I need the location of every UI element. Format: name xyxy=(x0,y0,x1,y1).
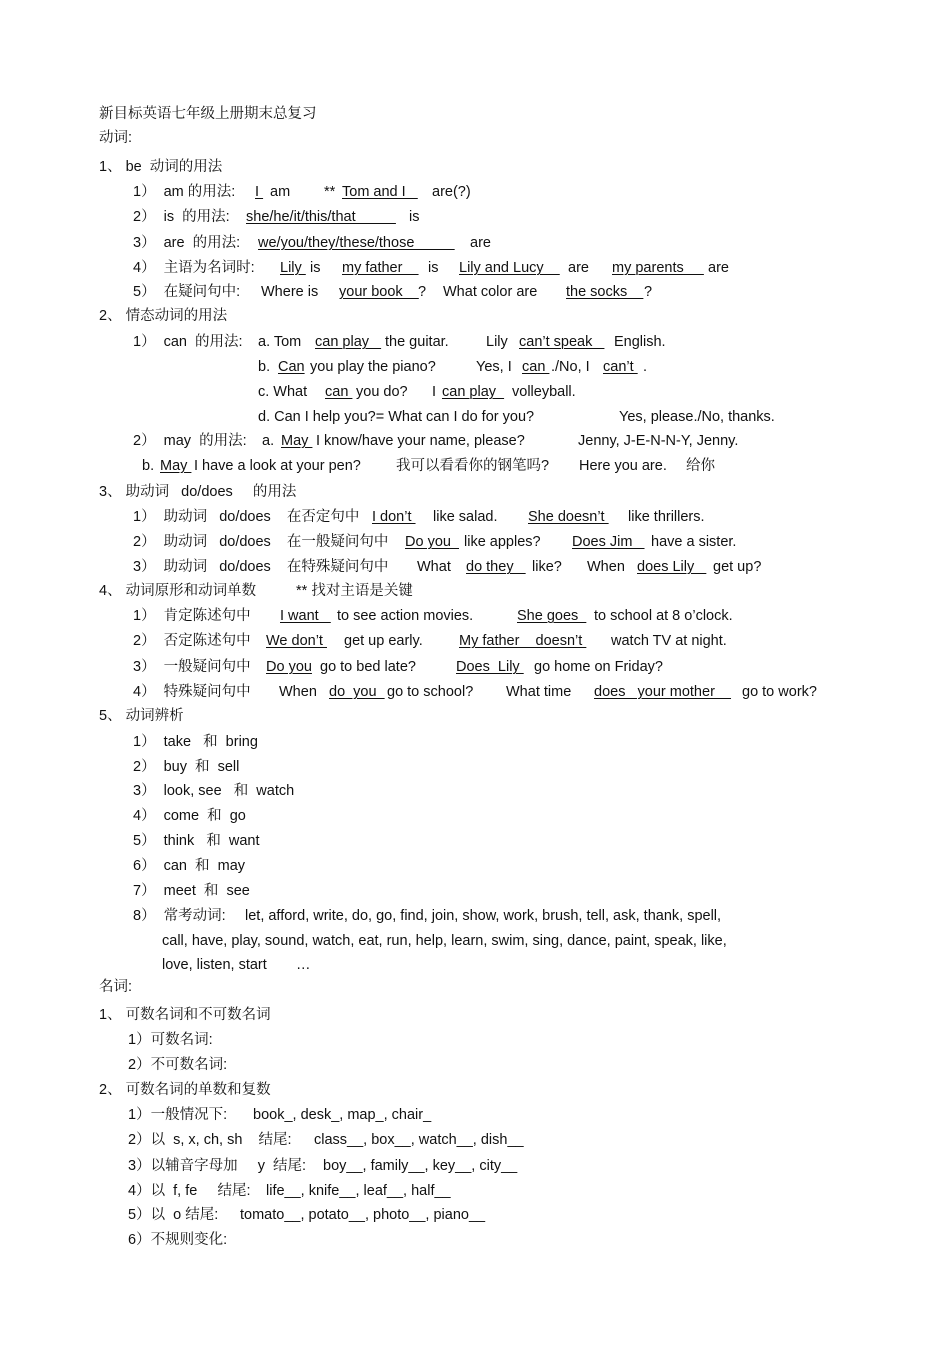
line-text: . xyxy=(643,359,648,375)
line-text: 2） may 的用法: xyxy=(133,433,247,449)
line-text: 4、 动词原形和动词单数 xyxy=(99,583,257,599)
answer-text: she/he/it/this/that xyxy=(246,209,396,225)
line-text: is xyxy=(428,260,439,276)
line-text: 3） are 的用法: xyxy=(133,235,241,251)
line-text: life__, knife__, leaf__, half__ xyxy=(266,1183,451,1199)
answer-text: does your mother xyxy=(594,684,732,700)
text-line xyxy=(0,331,950,353)
line-text: 5） think 和 want xyxy=(133,833,260,849)
text-line xyxy=(0,1054,950,1076)
text-line xyxy=(0,103,950,125)
line-text: 3） 助动词 do/does 在特殊疑问句中 xyxy=(133,559,389,575)
answer-text: can’t xyxy=(603,359,638,375)
text-line xyxy=(0,257,950,279)
line-text: 1） 肯定陈述句中 xyxy=(133,608,251,624)
line-text: 4）以 f, fe 结尾: xyxy=(128,1183,251,1199)
line-text: are xyxy=(708,260,729,276)
line-text: 4） 特殊疑问句中 xyxy=(133,684,251,700)
answer-text: Does Lily xyxy=(456,659,524,675)
line-text: Where is xyxy=(261,284,319,300)
text-line xyxy=(0,830,950,852)
line-text: 2） 助动词 do/does 在一般疑问句中 xyxy=(133,534,389,550)
text-line xyxy=(0,156,950,178)
line-text: When xyxy=(279,684,317,700)
answer-text: do you xyxy=(329,684,385,700)
text-line xyxy=(0,127,950,149)
line-text: 6）不规则变化: xyxy=(128,1232,228,1248)
line-text: 1）可数名词: xyxy=(128,1032,213,1048)
line-text: 2） buy 和 sell xyxy=(133,759,240,775)
text-line xyxy=(0,305,950,327)
line-text: I have a look at your pen? xyxy=(194,458,361,474)
line-text: watch TV at night. xyxy=(611,633,727,649)
text-line xyxy=(0,531,950,553)
line-text: get up? xyxy=(713,559,762,575)
line-text: ./No, I xyxy=(551,359,590,375)
line-text: 3、 助动词 do/does 的用法 xyxy=(99,484,297,500)
line-text: 1、 be 动词的用法 xyxy=(99,159,223,175)
line-text: 4） 主语为名词时: xyxy=(133,260,255,276)
line-text: go home on Friday? xyxy=(534,659,663,675)
line-text: call, have, play, sound, watch, eat, run, help, learn, swim, sing, dance, paint, speak, like, xyxy=(162,933,727,949)
text-line xyxy=(0,1104,950,1126)
line-text: English. xyxy=(614,334,666,350)
line-text: 3） look, see 和 watch xyxy=(133,783,295,799)
text-line xyxy=(0,455,950,477)
line-text: ? xyxy=(418,284,427,300)
text-line xyxy=(0,705,950,727)
line-text: Yes, I xyxy=(476,359,512,375)
answer-text: Tom and I xyxy=(342,184,418,200)
text-line xyxy=(0,805,950,827)
answer-text: I xyxy=(255,184,264,200)
line-text: have a sister. xyxy=(651,534,737,550)
line-text: tomato__, potato__, photo__, piano__ xyxy=(240,1207,486,1223)
answer-text: My father doesn’t xyxy=(459,633,587,649)
line-text: 5、 动词辨析 xyxy=(99,708,184,724)
answer-text: I want xyxy=(280,608,331,624)
line-text: b. xyxy=(258,359,275,375)
line-text: 4） come 和 go xyxy=(133,808,246,824)
answer-text: Lily xyxy=(280,260,306,276)
text-line xyxy=(0,1004,950,1026)
text-line xyxy=(0,1229,950,1251)
text-line xyxy=(0,580,950,602)
text-line xyxy=(0,1029,950,1051)
line-text: ** xyxy=(324,184,336,200)
answer-text: can play xyxy=(442,384,505,400)
line-text: Lily xyxy=(486,334,508,350)
answer-text: can’t speak xyxy=(519,334,605,350)
line-text: 1） am 的用法: xyxy=(133,184,236,200)
answer-text: May xyxy=(281,433,313,449)
answer-text: can xyxy=(325,384,353,400)
line-text: 1） 助动词 do/does 在否定句中 xyxy=(133,509,360,525)
line-text: When xyxy=(587,559,625,575)
text-line xyxy=(0,506,950,528)
line-text: 2） 否定陈述句中 xyxy=(133,633,251,649)
line-text: 8） 常考动词: xyxy=(133,908,226,924)
text-line xyxy=(0,556,950,578)
line-text: like? xyxy=(532,559,562,575)
line-text: 5）以 o 结尾: xyxy=(128,1207,219,1223)
line-text: 2、 情态动词的用法 xyxy=(99,308,228,324)
text-line xyxy=(0,954,950,976)
line-text: 6） can 和 may xyxy=(133,858,246,874)
line-text: 新目标英语七年级上册期末总复习 xyxy=(99,106,317,122)
answer-text: We don’t xyxy=(266,633,327,649)
line-text: 名词: xyxy=(99,979,133,995)
line-text: 给你 xyxy=(686,458,715,474)
line-text: is xyxy=(310,260,321,276)
line-text: Here you are. xyxy=(579,458,667,474)
line-text: to see action movies. xyxy=(337,608,474,624)
line-text: go to work? xyxy=(742,684,817,700)
answer-text: She goes xyxy=(517,608,587,624)
line-text: 2）以 s, x, ch, sh 结尾: xyxy=(128,1132,292,1148)
line-text: 1、 可数名词和不可数名词 xyxy=(99,1007,271,1023)
text-line xyxy=(0,930,950,952)
line-text: like apples? xyxy=(464,534,541,550)
line-text: 1） can 的用法: xyxy=(133,334,243,350)
line-text: 2）不可数名词: xyxy=(128,1057,228,1073)
line-text: ? xyxy=(644,284,653,300)
answer-text: does Lily xyxy=(637,559,707,575)
answer-text: I don’t xyxy=(372,509,416,525)
line-text: d. Can I help you?= What can I do for you? xyxy=(258,409,535,425)
line-text: are xyxy=(568,260,589,276)
answer-text: Lily and Lucy xyxy=(459,260,560,276)
answer-text: my father xyxy=(342,260,419,276)
text-line xyxy=(0,281,950,303)
line-text: go to bed late? xyxy=(320,659,416,675)
answer-text: May xyxy=(160,458,192,474)
line-text: the guitar. xyxy=(385,334,449,350)
line-text: I know/have your name, please? xyxy=(316,433,525,449)
line-text: 3）以辅音字母加 y 结尾: xyxy=(128,1158,307,1174)
line-text: like thrillers. xyxy=(628,509,705,525)
line-text: volleyball. xyxy=(512,384,576,400)
text-line xyxy=(0,731,950,753)
answer-text: do they xyxy=(466,559,526,575)
line-text: boy__, family__, key__, city__ xyxy=(323,1158,518,1174)
text-line xyxy=(0,681,950,703)
answer-text: the socks xyxy=(566,284,644,300)
line-text: 3） 一般疑问句中 xyxy=(133,659,251,675)
text-line xyxy=(0,1079,950,1101)
line-text: a. Tom xyxy=(258,334,302,350)
line-text: What color are xyxy=(443,284,538,300)
text-line xyxy=(0,356,950,378)
line-text: What xyxy=(417,559,451,575)
text-line xyxy=(0,406,950,428)
line-text: book_, desk_, map_, chair_ xyxy=(253,1107,432,1123)
answer-text: Can xyxy=(278,359,305,375)
text-line xyxy=(0,905,950,927)
answer-text: we/you/they/these/those xyxy=(258,235,455,251)
line-text: like salad. xyxy=(433,509,498,525)
text-line xyxy=(0,780,950,802)
text-line xyxy=(0,1155,950,1177)
line-text: to school at 8 o’clock. xyxy=(594,608,733,624)
text-line xyxy=(0,1129,950,1151)
text-line xyxy=(0,756,950,778)
line-text: Jenny, J-E-N-N-Y, Jenny. xyxy=(578,433,739,449)
text-line xyxy=(0,656,950,678)
line-text: 2） is 的用法: xyxy=(133,209,230,225)
line-text: you do? xyxy=(356,384,408,400)
line-text: is xyxy=(409,209,420,225)
line-text: c. What xyxy=(258,384,308,400)
line-text: 1） take 和 bring xyxy=(133,734,258,750)
text-line xyxy=(0,232,950,254)
text-line xyxy=(0,880,950,902)
line-text: … xyxy=(296,957,311,973)
line-text: ** 找对主语是关键 xyxy=(296,583,413,599)
answer-text: She doesn’t xyxy=(528,509,609,525)
line-text: 我可以看看你的钢笔吗? xyxy=(396,458,550,474)
line-text: go to school? xyxy=(387,684,474,700)
answer-text: your book xyxy=(339,284,419,300)
line-text: 7） meet 和 see xyxy=(133,883,250,899)
line-text: Yes, please./No, thanks. xyxy=(619,409,775,425)
answer-text: Do you xyxy=(405,534,459,550)
line-text: you play the piano? xyxy=(310,359,436,375)
answer-text: Do you xyxy=(266,659,312,675)
line-text: 2、 可数名词的单数和复数 xyxy=(99,1082,271,1098)
text-line xyxy=(0,855,950,877)
line-text: class__, box__, watch__, dish__ xyxy=(314,1132,524,1148)
answer-text: can play xyxy=(315,334,382,350)
text-line xyxy=(0,481,950,503)
line-text: love, listen, start xyxy=(162,957,267,973)
line-text: b. xyxy=(142,458,159,474)
line-text: get up early. xyxy=(344,633,423,649)
text-line xyxy=(0,430,950,452)
answer-text: can xyxy=(522,359,550,375)
line-text: 5） 在疑问句中: xyxy=(133,284,241,300)
line-text: are xyxy=(470,235,491,251)
line-text: are(?) xyxy=(432,184,471,200)
text-line xyxy=(0,381,950,403)
text-line xyxy=(0,206,950,228)
line-text: I xyxy=(432,384,441,400)
text-line xyxy=(0,1180,950,1202)
line-text: am xyxy=(270,184,291,200)
line-text: What time xyxy=(506,684,572,700)
answer-text: Does Jim xyxy=(572,534,645,550)
line-text: 1）一般情况下: xyxy=(128,1107,228,1123)
text-line xyxy=(0,976,950,998)
text-line xyxy=(0,181,950,203)
text-line xyxy=(0,605,950,627)
answer-text: my parents xyxy=(612,260,704,276)
text-line xyxy=(0,630,950,652)
line-text: 动词: xyxy=(99,130,133,146)
text-line xyxy=(0,1204,950,1226)
line-text: a. xyxy=(262,433,279,449)
line-text: let, afford, write, do, go, find, join, show, work, brush, tell, ask, thank, spell, xyxy=(245,908,722,924)
